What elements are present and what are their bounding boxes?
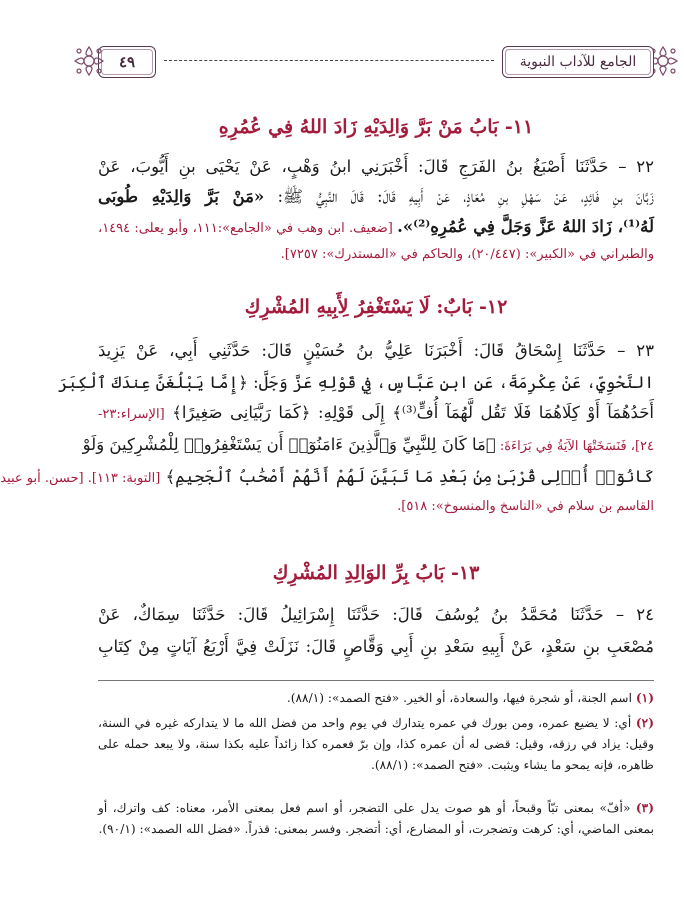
footnote: (١) اسم الجنة، أو شجرة فيها، والسعادة، أو الخير. «فتح الصمد»: (٨٨/١). <box>286 691 654 705</box>
footnote: (٣) «أفّ» بمعنى تبّاً وقبحاً، أو هو صوت يدل على التضجر، أو اسم فعل بمعنى الأمر، معناه: كف واترك، أو بمعنى الماضي، أي: كرهت وتضجرت، أو المضارع، أي: أتضجر. وفسر بمعنى: قذراً. «فضل الله الصمد»: (٩٠/١). <box>98 801 654 836</box>
hadith-line: ٢٤ – حَدَّثَنَا مُحَمَّدُ بنُ يُوسُفَ قَالَ: حَدَّثَنَا إِسْرَائِيلُ قَالَ: حَدَّثَنَا سِمَاكٌ، عَنْ <box>98 605 654 624</box>
hadith-line: ٢٤]، فَنَسَخَتْهَا الآيَةُ فِي بَرَاءَةَ: ﴿مَا كَانَ لِلنَّبِيِّ وَٱلَّذِينَ ءَامَنُوٓا۟ أَن يَسْتَغْفِرُوا۟ لِلْمُشْرِكِينَ وَلَوْ <box>82 435 654 454</box>
hadith-line: زَبَّانَ بنِ فَائِدٍ، عَنْ سَهْلِ بنِ مُعَاذٍ، عَنْ أَبِيهِ قَالَ: قَالَ النَّبِيُّ ﷺ: «مَنْ بَرَّ وَالِدَيْهِ طُوبَى <box>98 187 654 206</box>
hadith-line: كَانُوٓا۟ أُو۟لِى قُرْبَىٰ مِنۢ بَعْدِ مَا تَبَيَّنَ لَهُمْ أَنَّهُمْ أَصْحَٰبُ ٱلْجَحِيمِ﴾ [التوبة: ١١٣]. [حسن. أبو عبيد <box>0 467 654 486</box>
book-title: الجامع للآداب النبوية <box>519 54 637 70</box>
book-title-frame <box>502 46 654 78</box>
header-dashed-rule <box>164 60 494 61</box>
footnote-separator <box>98 680 654 681</box>
hadith-line: أَحَدُهُمَآ أَوْ كِلَاهُمَا فَلَا تَقُل لَّهُمَآ أُفٍّ⁽³⁾﴾ إِلَى قَوْلِهِ: ﴿كَمَا رَبَّيَانِى صَغِيرًا﴾ [الإسراء:٢٣- <box>98 403 654 422</box>
footnote: (٢) أي: لا يضيع عمره، ومن بورك في عمره يتدارك في يوم واحد من فضل الله ما لا يتداركه غيره في السنة، وقيل: يزاد في رزقه، وقيل: قضى له أن عمره كذا، وإن برّ فعمره كذا زائداً عليه بكذا سنة، ولا يبعد حمله على ظاهره، فإنه يمحو ما يشاء ويثبت. «فتح الصمد»: (٨٨/١). <box>98 716 654 772</box>
hadith-line: النَّحْوِيِّ، عَنْ عِكْرِمَةَ، عَنِ ابنِ عَبَّاسٍ، فِي قَوْلِهِ عَزَّ وَجَلَّ: ﴿إِمَّا يَبْلُغَنَّ عِندَكَ ٱلْكِبَرَ <box>58 373 654 392</box>
floral-ornament-icon <box>72 44 106 78</box>
chapter-heading: ١٣- بَابُ بِرِّ الوَالِدِ المُشْرِكِ <box>272 562 480 584</box>
hadith-line: لَهُ⁽¹⁾، زَادَ اللهُ عَزَّ وَجَلَّ فِي عُمُرِهِ⁽²⁾». [ضعيف. ابن وهب في «الجامع»:١١١، وأبو يعلى: ١٤٩٤، <box>98 217 654 236</box>
hadith-line: ٢٣ – حَدَّثَنَا إِسْحَاقُ قَالَ: أَخْبَرَنَا عَلِيُّ بنُ حُسَيْنٍ قَالَ: حَدَّثَنِي أَبِي، عَنْ يَزِيدَ <box>98 341 654 360</box>
hadith-source-line: القاسم بن سلام في «الناسخ والمنسوخ»: ٥١٨]. <box>397 499 654 514</box>
hadith-line: مُصْعَبِ بنِ سَعْدٍ، عَنْ أَبِيهِ سَعْدِ بنِ أَبِي وَقَّاصٍ قَالَ: نَزَلَتْ فِيَّ أَرْبَعُ آيَاتٍ مِنْ كِتَابِ <box>98 637 654 656</box>
page-number: ٤٩ <box>118 53 136 71</box>
chapter-heading: ١٢- بَابٌ: لَا يَسْتَغْفِرُ لِأَبِيهِ المُشْرِكِ <box>244 296 508 318</box>
hadith-line: ٢٢ – حَدَّثَنَا أَصْبَغُ بنُ الفَرَجِ قَالَ: أَخْبَرَنِي ابنُ وَهْبٍ، عَنْ يَحْيَى بنِ أَيُّوبَ، عَنْ <box>98 157 654 176</box>
chapter-heading: ١١- بَابُ مَنْ بَرَّ وَالِدَيْهِ زَادَ اللهُ فِي عُمُرِهِ <box>218 116 534 138</box>
page-number-frame <box>98 46 156 78</box>
running-header <box>98 38 654 86</box>
hadith-source-line: والطبراني في «الكبير»: (٢٠/٤٤٧)، والحاكم في «المستدرك»: ٧٢٥٧]. <box>280 247 654 262</box>
